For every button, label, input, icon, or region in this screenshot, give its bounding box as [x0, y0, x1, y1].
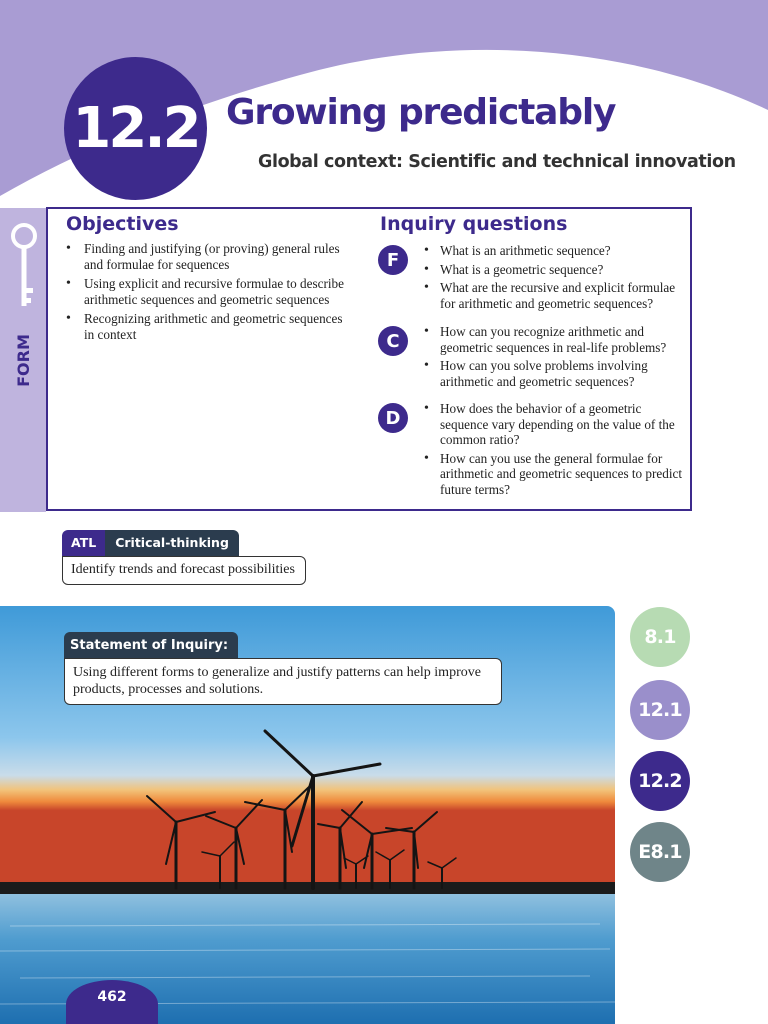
atl-tag: ATL: [62, 530, 105, 556]
page-title: Growing predictably: [226, 92, 616, 133]
list-item: • Finding and justifying (or proving) general rules and formulae for sequences: [62, 241, 352, 272]
list-item: • Recognizing arithmetic and geometric sequences in context: [62, 311, 352, 342]
atl-skill: Critical-thinking: [105, 530, 239, 556]
inquiry-group-debatable: [378, 401, 688, 501]
form-concept-label: FORM: [13, 333, 33, 387]
global-context: Global context: Scientific and technical innovation: [258, 152, 736, 172]
list-item: • How can you use the general formulae for arithmetic and geometric sequences to predict future terms?: [420, 451, 688, 498]
current-chapter-chip[interactable]: 12.2: [630, 751, 690, 811]
list-item: • What is an arithmetic sequence?: [420, 243, 688, 259]
list-item: • How can you solve problems involving arithmetic and geometric sequences?: [420, 358, 688, 389]
list-item: • How does the behavior of a geometric sequence vary depending on the value of the common ratio?: [420, 401, 688, 448]
list-item: • What is a geometric sequence?: [420, 262, 688, 278]
related-chapter-chip[interactable]: 12.1: [630, 680, 690, 740]
list-item: • What are the recursive and explicit formulae for arithmetic and geometric sequences?: [420, 280, 688, 311]
soi-tag: Statement of Inquiry:: [64, 632, 238, 658]
related-chapter-chip[interactable]: 8.1: [630, 607, 690, 667]
atl-box: [62, 530, 306, 585]
chapter-number: 12.2: [72, 96, 199, 161]
chapter-number-badge: [64, 57, 207, 200]
related-chapter-chip[interactable]: E8.1: [630, 822, 690, 882]
objectives-heading: Objectives: [66, 213, 179, 235]
debatable-badge: D: [378, 403, 408, 433]
atl-text: Identify trends and forecast possibilities: [62, 556, 306, 585]
inquiry-group-conceptual: [378, 324, 688, 392]
soi-text: Using different forms to generalize and justify patterns can help improve products, processes and solutions.: [64, 658, 502, 705]
list-item: • How can you recognize arithmetic and geometric sequences in real-life problems?: [420, 324, 688, 355]
page-number: 462: [66, 980, 158, 1024]
conceptual-badge: C: [378, 326, 408, 356]
key-icon: [8, 222, 40, 312]
statement-of-inquiry: [64, 632, 502, 705]
objectives-list: [62, 241, 352, 347]
factual-badge: F: [378, 245, 408, 275]
objectives-inquiry-box: [46, 207, 692, 511]
inquiry-group-factual: [378, 243, 688, 314]
inquiry-heading: Inquiry questions: [380, 213, 568, 235]
list-item: • Using explicit and recursive formulae to describe arithmetic sequences and geometric sequences: [62, 276, 352, 307]
